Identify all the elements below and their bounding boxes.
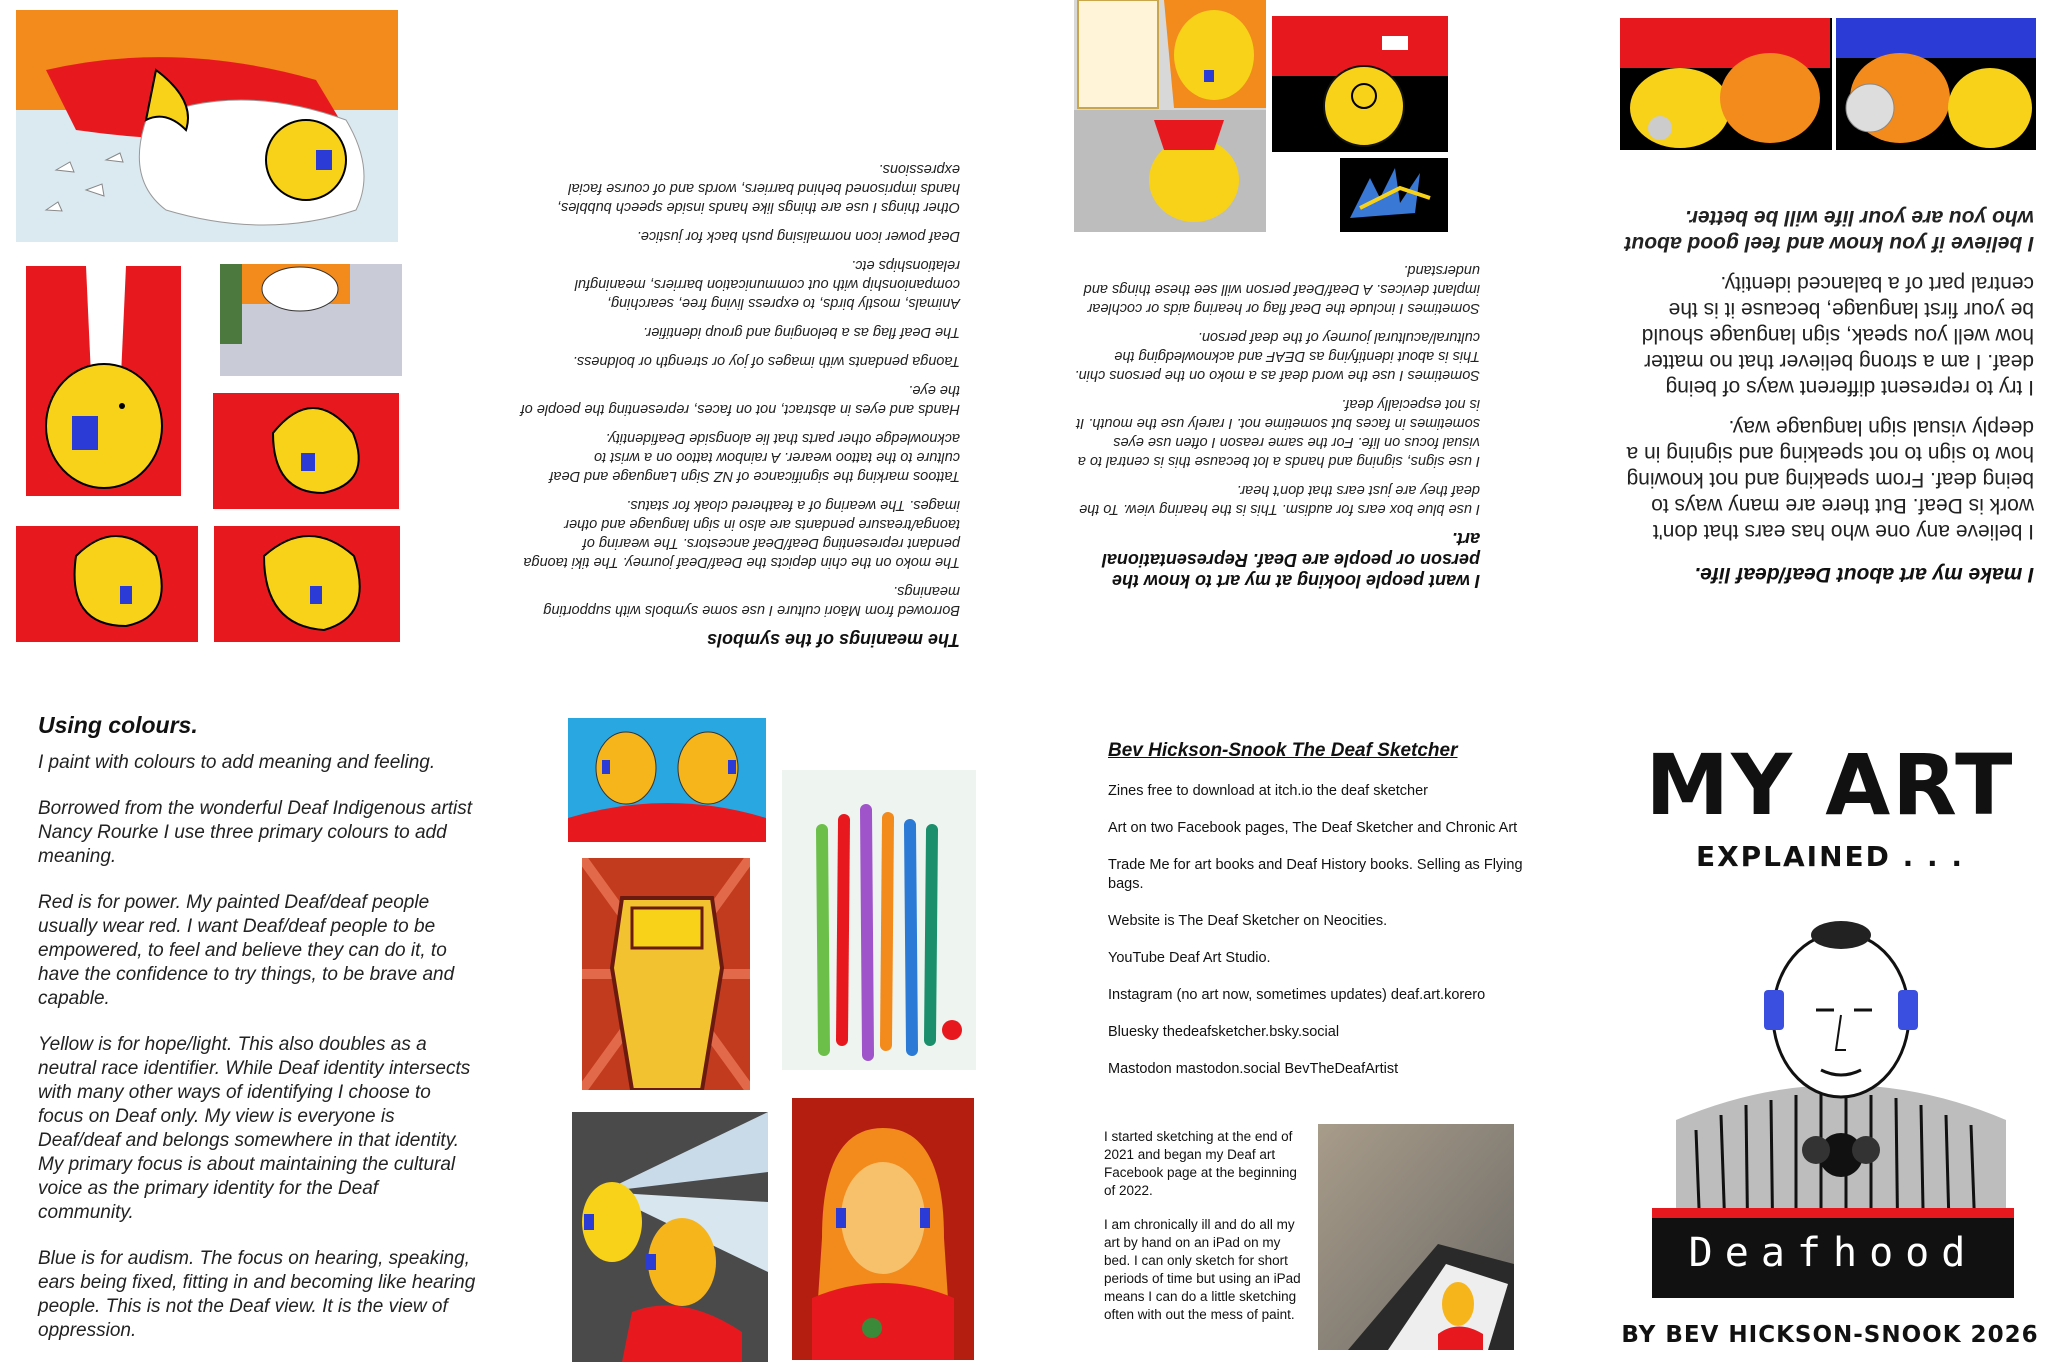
artwork-black-red-figure	[1272, 16, 1448, 152]
artwork-deaf-power-fist	[582, 858, 750, 1090]
cover-band-text: Deafhood	[1688, 1230, 1978, 1276]
artwork-blue-hands	[1340, 158, 1448, 232]
cover-subtitle: EXPLAINED . . .	[1695, 840, 1965, 873]
symbols-heading: The meanings of the symbols	[706, 630, 960, 650]
symbols-panel	[520, 10, 960, 650]
photo-ipad-sketching	[1318, 1124, 1514, 1350]
symbols-paragraph: Hands and eyes in abstract, not on faces, representing the people of the eye.	[520, 382, 960, 417]
artwork-red-figure-chin-moko	[26, 266, 181, 496]
representational-paragraph: Sometimes I include the Deaf flag or hearing aids or cochlear implant devices. A Deaf/Deaf person will see these things and understand.	[1083, 262, 1480, 316]
about-panel	[1600, 0, 2040, 660]
link-item: Instagram (no art now, sometimes updates) deaf.art.korero	[1108, 987, 1486, 1003]
representational-art-panel	[1060, 0, 1480, 650]
colours-paragraph: Blue is for audism. The focus on hearing, speaking, ears being fixed, fitting in and becoming like hearing people. This is not the Deaf view. It is the view of oppression.	[38, 1248, 476, 1341]
representational-heading: I want people looking at my art to know the person or people are Deaf. Representational art.	[1101, 529, 1480, 591]
artwork-red-haired-woman	[792, 1098, 974, 1360]
symbols-paragraph: Deaf power icon normalising push back for justice.	[636, 228, 960, 244]
representational-paragraph: Sometimes I use the word deaf as a moko on the persons chin. This is about identifying as DEAF and acknowledging the cultural/acultural journey of the deaf person.	[1074, 329, 1480, 383]
representational-paragraph: I use blue box ears for audism. This is the hearing view. To the deaf they are just ears that don't hear.	[1079, 482, 1480, 517]
symbols-paragraph: The Deaf flag as a belonging and group identifier.	[642, 324, 960, 340]
artwork-standing-figures	[782, 770, 976, 1070]
symbols-paragraph: The moko on the chin depicts the Deaf/Deaf journey. The tiki taonga pendant representing Deaf/Deaf ancestors. The wearing of taonga/treasure pendants are also in sign language and other images. The wearing of a feathered cloak for status.	[523, 497, 960, 570]
link-item: Art on two Facebook pages, The Deaf Sketcher and Chronic Art	[1108, 820, 1518, 836]
symbols-paragraph: Borrowed from Māori culture I use some symbols with supporting meanings.	[543, 583, 960, 618]
cover-panel	[1620, 736, 2040, 1360]
top-left-art-panel	[10, 8, 400, 648]
bio-paragraph: I am chronically ill and do all my art by hand on an iPad on my bed. I can only sketch for short periods of time but using an iPad means I can do a little sketching often with out the mess of paint.	[1104, 1217, 1301, 1322]
representational-paragraph: I use signs, signing and hands a lot because this is central to a visual focus on life. For the same reason I often use eyes sometimes in faces but sometime not. I rarely use the mouth. It is not especially deaf.	[1076, 396, 1480, 469]
about-text	[1614, 190, 2034, 586]
about-paragraph: I try to represent different ways of being deaf. I am a strong believer that no matter how well you speak, sign language should be your first language, because it is the central part of a balanced identity.	[1641, 272, 2034, 399]
colours-paragraph: Yellow is for hope/light. This also doubles as a neutral race identifier. While Deaf identity intersects with many other ways of identifying I choose to focus on Deaf only. My view is everyone is Deaf/deaf and belongs somewhere in that identity. My primary focus is about maintaining the cultural voice as the primary identity for the Deaf community.	[38, 1034, 471, 1223]
link-item: Mastodon mastodon.social BevTheDeafArtist	[1108, 1061, 1399, 1077]
colours-paragraph: Borrowed from the wonderful Deaf Indigenous artist Nancy Rourke I use three primary colours to add meaning.	[38, 798, 473, 867]
links-heading: Bev Hickson-Snook The Deaf Sketcher	[1108, 740, 1458, 761]
link-item: Zines free to download at itch.io the deaf sketcher	[1108, 783, 1428, 799]
representational-text	[1070, 250, 1480, 591]
cover-byline: BY BEV HICKSON-SNOOK 2026	[1621, 1322, 2039, 1348]
colours-panel	[38, 712, 478, 1352]
cover-title: MY ART	[1645, 736, 2015, 834]
colours-paragraph: I paint with colours to add meaning and feeling.	[38, 752, 436, 773]
about-paragraph: I believe any one who has ears that don't work is Deaf. But there are many ways to being deaf. From speaking and not knowing how to sign to not speaking and signing in a deeply visual sign language way.	[1626, 416, 2034, 543]
artwork-two-figures-black	[1620, 18, 2036, 150]
link-item: YouTube Deaf Art Studio.	[1108, 950, 1271, 966]
link-item: Bluesky thedeafsketcher.bsky.social	[1108, 1024, 1340, 1040]
artwork-small-orange-figure	[220, 264, 402, 376]
symbols-paragraph: Taonga pendants with images of joy or strength or boldness.	[572, 353, 960, 369]
about-closing: I believe if you know and feel good about who you are your life will be better.	[1624, 206, 2034, 255]
artwork-red-head-2	[16, 526, 198, 642]
artwork-red-head-3	[214, 526, 400, 642]
symbols-paragraph: Tattoos marking the significance of NZ Sign Language and Deaf culture to the tattoo wearer. A rainbow tattoo on a wrist to acknowledge other parts that lie alongside Deafidentity.	[549, 430, 960, 484]
artwork-light-rays	[572, 1112, 768, 1362]
bio-text	[1104, 1128, 1304, 1340]
artwork-two-women-blue	[568, 718, 766, 842]
artwork-red-head-1	[213, 393, 399, 509]
about-heading: I make my art about Deaf/deaf life.	[1694, 563, 2034, 586]
artwork-hands-collage	[1074, 0, 1266, 232]
colours-paragraph: Red is for power. My painted Deaf/deaf people usually wear red. I want Deaf/deaf people to be empowered, to feel and believe they can do it, to have the confidence to try things, to be brave and capable.	[38, 892, 455, 1009]
symbols-paragraph: Other things I use are things like hands inside speech bubbles, hands imprisoned behind barriers, words and of course facial expressions.	[556, 161, 960, 215]
colours-heading: Using colours.	[38, 712, 198, 738]
link-item: Trade Me for art books and Deaf History books. Selling as Flying bags.	[1108, 857, 1523, 892]
bio-paragraph: I started sketching at the end of 2021 and began my Deaf art Facebook page at the beginning of 2022.	[1104, 1129, 1297, 1198]
symbols-paragraph: Animals, mostly birds, to express living free, searching, companionship with out communication barriers, meaningful relationships etc.	[574, 257, 960, 311]
link-item: Website is The Deaf Sketcher on Neocities.	[1108, 913, 1388, 929]
artwork-sleeping-figure	[16, 10, 398, 242]
artwork-collage-panel	[560, 718, 980, 1358]
